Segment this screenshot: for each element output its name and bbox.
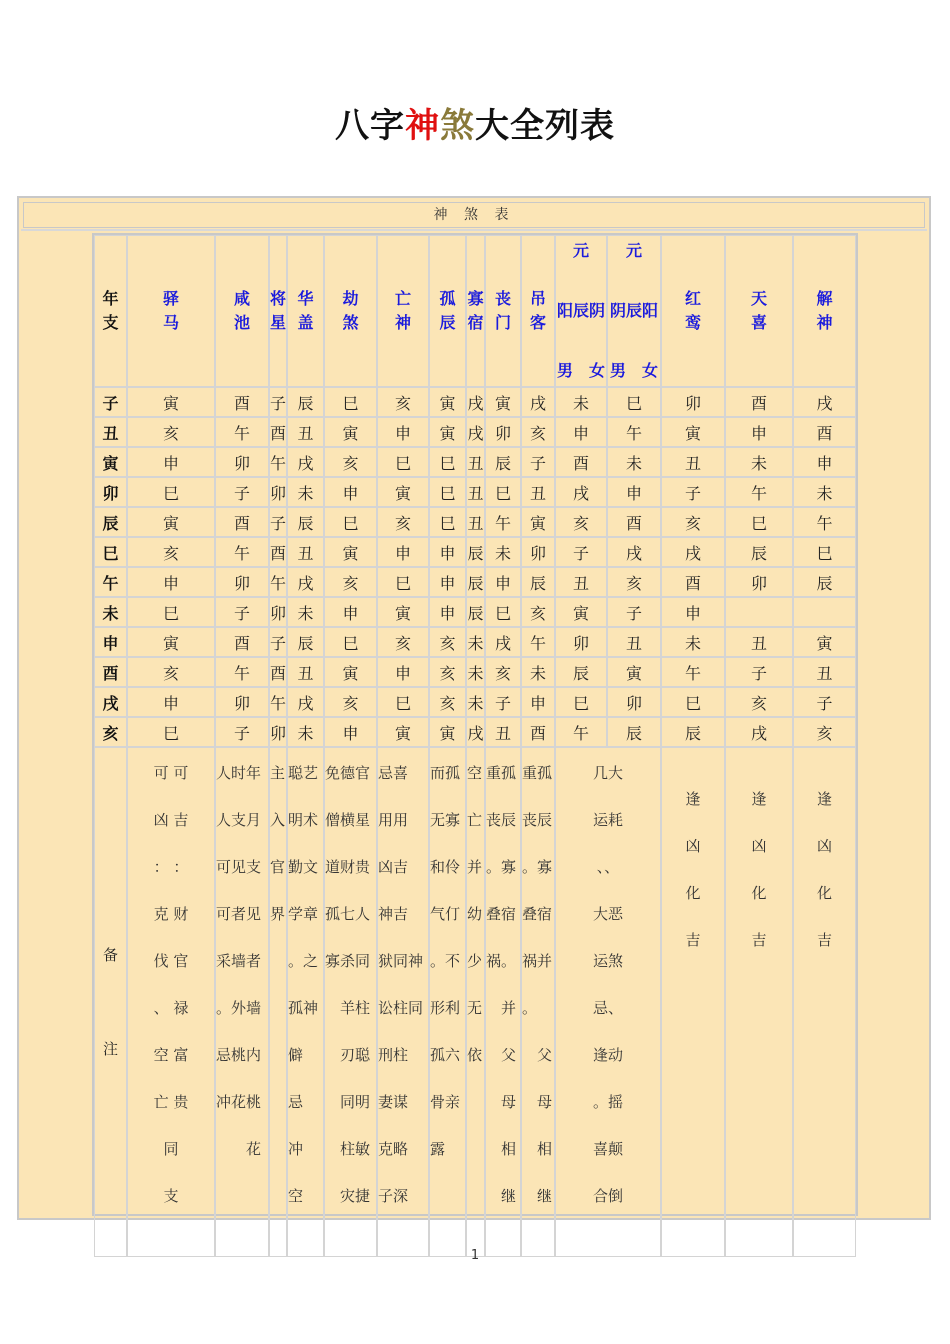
- table-cell: 亥: [377, 627, 429, 657]
- note-cell-tianxi: [725, 747, 793, 1257]
- table-cell: 寅: [324, 417, 377, 447]
- table-cell: 辰: [793, 567, 856, 597]
- table-cell: 寅: [521, 507, 555, 537]
- table-cell: 亥: [324, 567, 377, 597]
- title-part-4: 大全列表: [475, 106, 615, 146]
- table-cell: 丑: [287, 417, 324, 447]
- table-row: [94, 477, 856, 507]
- table-cell: 辰: [466, 597, 485, 627]
- table-cell: 子: [269, 507, 287, 537]
- table-cell: 卯: [725, 567, 793, 597]
- row-branch-label: 丑: [94, 417, 127, 447]
- table-row: [94, 537, 856, 567]
- table-row: [94, 687, 856, 717]
- table-cell: 亥: [725, 687, 793, 717]
- table-cell: 申: [377, 417, 429, 447]
- table-cell: 未: [607, 447, 661, 477]
- note-text-diaoke: 重孤 丧辰 。寡 叠宿 祸并 。 父 母 相 继: [522, 764, 553, 1205]
- table-cell: 寅: [429, 387, 466, 417]
- table-cell: 未: [466, 627, 485, 657]
- table-cell: 辰: [287, 507, 324, 537]
- table-cell: 巳: [429, 447, 466, 477]
- table-cell: 寅: [429, 417, 466, 447]
- table-cell: 酉: [607, 507, 661, 537]
- table-cell: 未: [287, 477, 324, 507]
- table-cell: 丑: [607, 627, 661, 657]
- note-text-jiesha: 免德官 僧横星 道财贵 孤七人 寡杀同 羊柱 刃聪 同明 柱敏 灾捷: [325, 764, 371, 1205]
- table-row: [94, 447, 856, 477]
- note-text-huagai: 聪艺 明术 勤文 学章 。之 孤神 僻 忌 冲 空: [288, 764, 319, 1205]
- title-part-shen: 神: [405, 106, 440, 146]
- shensha-table: [94, 235, 856, 1257]
- note-text-xianchi: 人时年 人支月 可见支 可者见 采墙者 。外墙 忌桃内 冲花桃 花: [216, 764, 262, 1158]
- table-cell: 亥: [377, 387, 429, 417]
- table-cell: 巳: [485, 477, 521, 507]
- table-cell: 子: [793, 687, 856, 717]
- header-cell: 元 阳辰阴 男 女: [555, 235, 607, 387]
- table-cell: 申: [324, 717, 377, 747]
- table-cell: 酉: [269, 537, 287, 567]
- table-cell: 巳: [607, 387, 661, 417]
- table-cell: 巳: [377, 447, 429, 477]
- table-cell: 寅: [127, 387, 215, 417]
- table-cell: 戌: [555, 477, 607, 507]
- table-cell: 寅: [377, 597, 429, 627]
- table-cell: 子: [555, 537, 607, 567]
- table-cell: 申: [485, 567, 521, 597]
- table-cell: 申: [127, 447, 215, 477]
- table-cell: 子: [725, 657, 793, 687]
- table-cell: 戌: [466, 717, 485, 747]
- note-cell-jieshen: [793, 747, 856, 1257]
- header-cell: 天 喜: [725, 235, 793, 387]
- table-cell: 戌: [466, 387, 485, 417]
- document-title: [0, 98, 950, 147]
- table-cell: 子: [521, 447, 555, 477]
- table-cell: 未: [287, 717, 324, 747]
- table-cell: 寅: [661, 417, 725, 447]
- table-cell: 巳: [127, 477, 215, 507]
- note-text-guasu: 空 亡 并 幼 少 无 依: [467, 764, 483, 1064]
- table-cell: 未: [466, 687, 485, 717]
- table-cell: 卯: [607, 687, 661, 717]
- table-cell: 寅: [377, 477, 429, 507]
- header-cell: 驿 马: [127, 235, 215, 387]
- table-cell: 卯: [215, 567, 269, 597]
- table-cell: 申: [661, 597, 725, 627]
- table-cell: 寅: [555, 597, 607, 627]
- table-cell: 未: [287, 597, 324, 627]
- table-cell: 午: [215, 537, 269, 567]
- row-branch-label: 寅: [94, 447, 127, 477]
- table-cell: 酉: [269, 657, 287, 687]
- table-cell: 午: [555, 717, 607, 747]
- table-cell: 申: [555, 417, 607, 447]
- table-cell: 申: [324, 597, 377, 627]
- table-cell: 亥: [127, 657, 215, 687]
- note-cell-huagai: [287, 747, 324, 1257]
- table-cell: 申: [324, 477, 377, 507]
- table-cell: 卯: [215, 447, 269, 477]
- table-cell: 丑: [466, 447, 485, 477]
- table-cell: 寅: [429, 717, 466, 747]
- table-cell: 子: [485, 687, 521, 717]
- table-cell: 申: [793, 447, 856, 477]
- table-cell: 寅: [793, 627, 856, 657]
- note-cell-jiesha: [324, 747, 377, 1257]
- note-cell-yuanchen: [555, 747, 661, 1257]
- notes-row: [94, 747, 856, 1257]
- header-nianzhi: 年 支: [94, 235, 127, 387]
- table-cell: 午: [521, 627, 555, 657]
- note-text-yima: 可 可 凶 吉 ： ： 克 财 伐 官 、 禄 空 富 亡 贵 同 支: [153, 764, 189, 1205]
- table-cell: 酉: [661, 567, 725, 597]
- table-cell: 卯: [215, 687, 269, 717]
- table-cell: 寅: [127, 627, 215, 657]
- table-row: [94, 657, 856, 687]
- table-cell: 巳: [127, 597, 215, 627]
- row-branch-label: 酉: [94, 657, 127, 687]
- table-cell: [793, 597, 856, 627]
- header-cell: 解 神: [793, 235, 856, 387]
- table-cell: 酉: [215, 627, 269, 657]
- header-cell: 亡 神: [377, 235, 429, 387]
- table-cell: 午: [793, 507, 856, 537]
- header-cell: 劫 煞: [324, 235, 377, 387]
- table-cell: 未: [725, 447, 793, 477]
- table-cell: 未: [793, 477, 856, 507]
- table-cell: 寅: [607, 657, 661, 687]
- table-cell: 酉: [793, 417, 856, 447]
- note-cell-diaoke: [521, 747, 555, 1257]
- table-cell: 未: [466, 657, 485, 687]
- note-cell-sangmen: [485, 747, 521, 1257]
- table-cell: 寅: [485, 387, 521, 417]
- table-row: [94, 627, 856, 657]
- table-cell: 午: [215, 657, 269, 687]
- table-cell: 子: [661, 477, 725, 507]
- table-cell: 酉: [555, 447, 607, 477]
- table-cell: 申: [127, 687, 215, 717]
- header-cell: 红 鸾: [661, 235, 725, 387]
- table-row: [94, 507, 856, 537]
- table-cell: 子: [269, 387, 287, 417]
- table-cell: 巳: [725, 507, 793, 537]
- row-branch-label: 未: [94, 597, 127, 627]
- table-cell: 子: [215, 717, 269, 747]
- header-cell: 元 阴辰阳 男 女: [607, 235, 661, 387]
- note-text-jieshen: 逢 凶 化 吉: [816, 790, 832, 949]
- table-cell: 午: [661, 657, 725, 687]
- title-part-1: 八字: [335, 106, 405, 146]
- table-cell: 酉: [725, 387, 793, 417]
- table-cell: 亥: [521, 597, 555, 627]
- header-cell: 丧 门: [485, 235, 521, 387]
- table-cell: 卯: [521, 537, 555, 567]
- note-cell-jiangxing: [269, 747, 287, 1257]
- table-cell: 巳: [661, 687, 725, 717]
- table-cell: 辰: [607, 717, 661, 747]
- table-cell: 巳: [793, 537, 856, 567]
- table-cell: 申: [429, 567, 466, 597]
- table-cell: 卯: [269, 477, 287, 507]
- table-cell: 子: [269, 627, 287, 657]
- table-cell: 丑: [725, 627, 793, 657]
- table-cell: 丑: [555, 567, 607, 597]
- note-text-wangshen: 忌喜 用用 凶吉 神吉 狱同神 讼柱同 刑柱 妻谋 克略 子深: [378, 764, 424, 1205]
- table-cell: 亥: [127, 417, 215, 447]
- row-branch-label: 巳: [94, 537, 127, 567]
- table-cell: 戌: [725, 717, 793, 747]
- note-text-yuanchen: 几大 运耗 、、 大恶 运煞 忌、 逢动 。摇 喜颠 合倒: [592, 764, 623, 1205]
- table-cell: 丑: [661, 447, 725, 477]
- table-cell: 丑: [287, 537, 324, 567]
- table-cell: 辰: [466, 537, 485, 567]
- shensha-table-frame: [17, 196, 931, 1220]
- table-cell: 丑: [466, 477, 485, 507]
- header-cell: 寡 宿: [466, 235, 485, 387]
- table-cell: 巳: [429, 507, 466, 537]
- table-cell: 午: [607, 417, 661, 447]
- header-cell: 将 星: [269, 235, 287, 387]
- table-cell: 丑: [485, 717, 521, 747]
- table-cell: 酉: [215, 507, 269, 537]
- table-cell: 亥: [521, 417, 555, 447]
- table-cell: 寅: [324, 657, 377, 687]
- table-cell: 子: [215, 477, 269, 507]
- table-cell: 酉: [521, 717, 555, 747]
- row-branch-label: 子: [94, 387, 127, 417]
- table-cell: 午: [485, 507, 521, 537]
- note-cell-wangshen: [377, 747, 429, 1257]
- table-cell: [725, 597, 793, 627]
- title-part-sha: 煞: [440, 106, 475, 146]
- table-cell: 申: [429, 537, 466, 567]
- note-cell-guasu: [466, 747, 485, 1257]
- note-cell-yima: [127, 747, 215, 1257]
- header-row: [94, 235, 856, 387]
- table-cell: 戌: [521, 387, 555, 417]
- table-cell: 巳: [485, 597, 521, 627]
- table-cell: 巳: [324, 507, 377, 537]
- table-cell: 申: [607, 477, 661, 507]
- table-cell: 丑: [466, 507, 485, 537]
- table-cell: 申: [429, 597, 466, 627]
- table-cell: 亥: [607, 567, 661, 597]
- table-cell: 申: [377, 657, 429, 687]
- table-cell: 酉: [215, 387, 269, 417]
- note-text-sangmen: 重孤 丧辰 。寡 叠宿 祸。 并 父 母 相 继: [486, 764, 517, 1205]
- table-cell: 亥: [793, 717, 856, 747]
- note-cell-label: 备 注: [94, 747, 127, 1257]
- table-cell: 申: [725, 417, 793, 447]
- table-caption: 神 煞 表: [23, 202, 925, 228]
- table-cell: 亥: [429, 657, 466, 687]
- table-row: [94, 717, 856, 747]
- table-cell: 亥: [324, 687, 377, 717]
- table-cell: 巳: [555, 687, 607, 717]
- table-cell: 辰: [725, 537, 793, 567]
- table-cell: 巳: [377, 687, 429, 717]
- table-cell: 亥: [429, 627, 466, 657]
- table-cell: 午: [269, 447, 287, 477]
- row-branch-label: 辰: [94, 507, 127, 537]
- table-cell: 戌: [287, 567, 324, 597]
- table-cell: 卯: [661, 387, 725, 417]
- table-cell: 巳: [127, 717, 215, 747]
- table-cell: 午: [269, 567, 287, 597]
- table-row: [94, 417, 856, 447]
- table-cell: 亥: [324, 447, 377, 477]
- table-cell: 寅: [127, 507, 215, 537]
- note-cell-xianchi: [215, 747, 269, 1257]
- table-row: [94, 387, 856, 417]
- table-cell: 申: [127, 567, 215, 597]
- table-cell: 寅: [377, 717, 429, 747]
- table-cell: 戌: [466, 417, 485, 447]
- note-text-tianxi: 逢 凶 化 吉: [751, 790, 767, 949]
- table-cell: 午: [725, 477, 793, 507]
- table-cell: 巳: [377, 567, 429, 597]
- table-cell: 戌: [287, 447, 324, 477]
- table-cell: 丑: [521, 477, 555, 507]
- table-cell: 戌: [485, 627, 521, 657]
- table-row: [94, 597, 856, 627]
- table-cell: 辰: [466, 567, 485, 597]
- table-cell: 子: [607, 597, 661, 627]
- table-cell: 亥: [555, 507, 607, 537]
- table-cell: 卯: [269, 597, 287, 627]
- row-branch-label: 午: [94, 567, 127, 597]
- table-cell: 酉: [269, 417, 287, 447]
- table-cell: 卯: [485, 417, 521, 447]
- table-cell: 未: [485, 537, 521, 567]
- table-cell: 戌: [607, 537, 661, 567]
- table-cell: 未: [521, 657, 555, 687]
- row-branch-label: 亥: [94, 717, 127, 747]
- table-cell: 丑: [793, 657, 856, 687]
- table-cell: 午: [269, 687, 287, 717]
- table-cell: 丑: [287, 657, 324, 687]
- row-branch-label: 戌: [94, 687, 127, 717]
- note-text-jiangxing: 主 入 官 界: [270, 764, 286, 923]
- table-cell: 未: [555, 387, 607, 417]
- table-cell: 亥: [661, 507, 725, 537]
- table-cell: 巳: [429, 477, 466, 507]
- table-cell: 子: [215, 597, 269, 627]
- row-branch-label: 申: [94, 627, 127, 657]
- row-branch-label: 卯: [94, 477, 127, 507]
- page-number: 1: [470, 1248, 480, 1263]
- table-cell: 辰: [555, 657, 607, 687]
- header-cell: 吊 客: [521, 235, 555, 387]
- table-cell: 巳: [324, 387, 377, 417]
- table-cell: 亥: [127, 537, 215, 567]
- header-cell: 孤 辰: [429, 235, 466, 387]
- table-cell: 卯: [555, 627, 607, 657]
- table-cell: 亥: [429, 687, 466, 717]
- header-cell: 咸 池: [215, 235, 269, 387]
- table-cell: 申: [521, 687, 555, 717]
- table-cell: 寅: [324, 537, 377, 567]
- table-cell: 午: [215, 417, 269, 447]
- table-cell: 卯: [269, 717, 287, 747]
- table-cell: 申: [377, 537, 429, 567]
- table-row: [94, 567, 856, 597]
- table-cell: 辰: [287, 387, 324, 417]
- table-cell: 戌: [287, 687, 324, 717]
- table-cell: 巳: [324, 627, 377, 657]
- note-cell-guchen: [429, 747, 466, 1257]
- table-cell: 戌: [793, 387, 856, 417]
- table-cell: 亥: [485, 657, 521, 687]
- note-text-hongluan: 逢 凶 化 吉: [685, 790, 701, 949]
- note-text-guchen: 而孤 无寡 和伶 气仃 。不 形利 孤六 骨亲 露: [430, 764, 461, 1158]
- table-cell: 辰: [485, 447, 521, 477]
- table-cell: 辰: [521, 567, 555, 597]
- note-cell-hongluan: [661, 747, 725, 1257]
- header-cell: 华 盖: [287, 235, 324, 387]
- table-cell: 辰: [287, 627, 324, 657]
- table-cell: 亥: [377, 507, 429, 537]
- table-cell: 戌: [661, 537, 725, 567]
- table-cell: 未: [661, 627, 725, 657]
- table-cell: 辰: [661, 717, 725, 747]
- caption-divider: [21, 229, 927, 231]
